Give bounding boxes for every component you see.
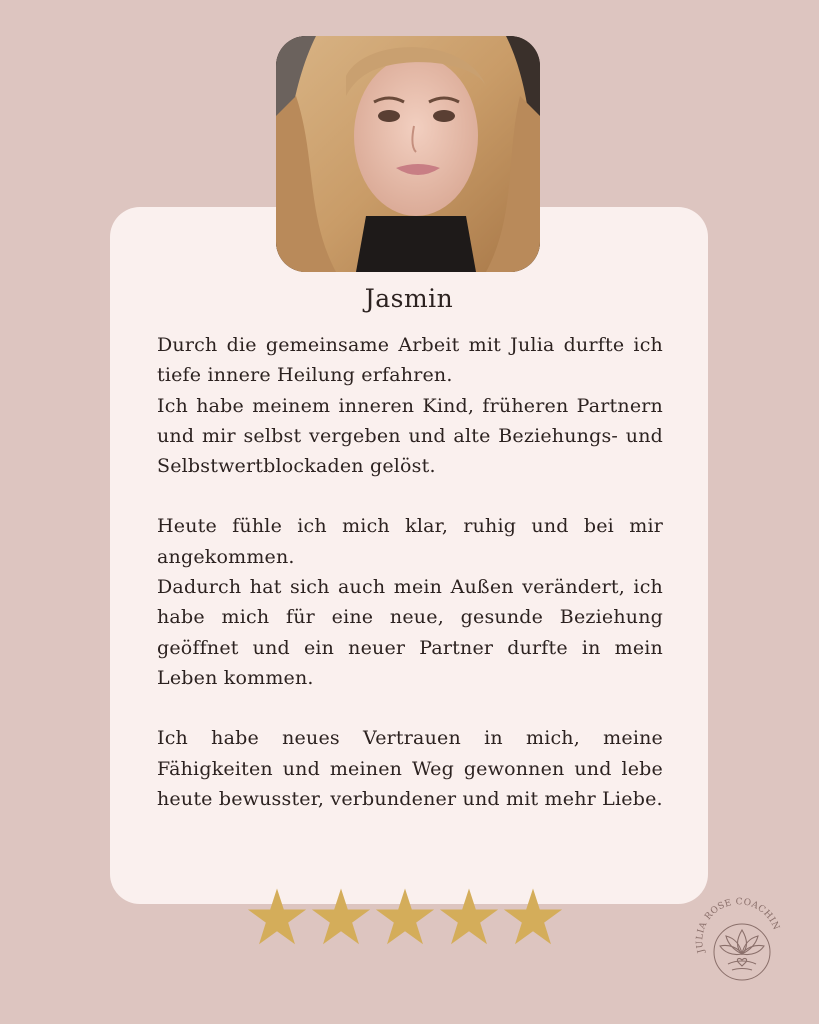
testimonial-text xyxy=(157,330,663,814)
reviewer-name: Jasmin xyxy=(364,284,454,313)
star-icon xyxy=(438,886,500,948)
reviewer-photo xyxy=(276,36,540,272)
testimonial-paragraph: Heute fühle ich mich klar, ruhig und bei mir angekommen. xyxy=(157,515,663,568)
star-icon xyxy=(310,886,372,948)
lotus-icon xyxy=(720,930,764,970)
testimonial-paragraph: Ich habe meinem inneren Kind, früheren Partnern und mir selbst vergeben und alte Beziehungs- und Selbstwertblockaden gelöst. xyxy=(157,394,663,478)
star-icon xyxy=(502,886,564,948)
star-icon xyxy=(374,886,436,948)
svg-text:JULIA ROSE COACHING xyxy=(692,890,781,955)
testimonial-paragraph: Ich habe neues Vertrauen in mich, meine Fähigkeiten und meinen Weg gewonnen und lebe heute bewusster, verbundener und mit mehr Liebe. xyxy=(157,727,663,810)
logo-text: JULIA ROSE COACHIN xyxy=(695,897,781,954)
testimonial-paragraph: Dadurch hat sich auch mein Außen verändert, ich habe mich für eine neue, gesunde Beziehung geöffnet und ein neuer Partner durfte in mein Leben kommen. xyxy=(157,576,663,689)
star-icon xyxy=(246,886,308,948)
star-rating xyxy=(246,886,564,948)
brand-logo xyxy=(692,890,786,994)
testimonial-paragraph: Durch die gemeinsame Arbeit mit Julia durfte ich tiefe innere Heilung erfahren. xyxy=(157,334,663,387)
